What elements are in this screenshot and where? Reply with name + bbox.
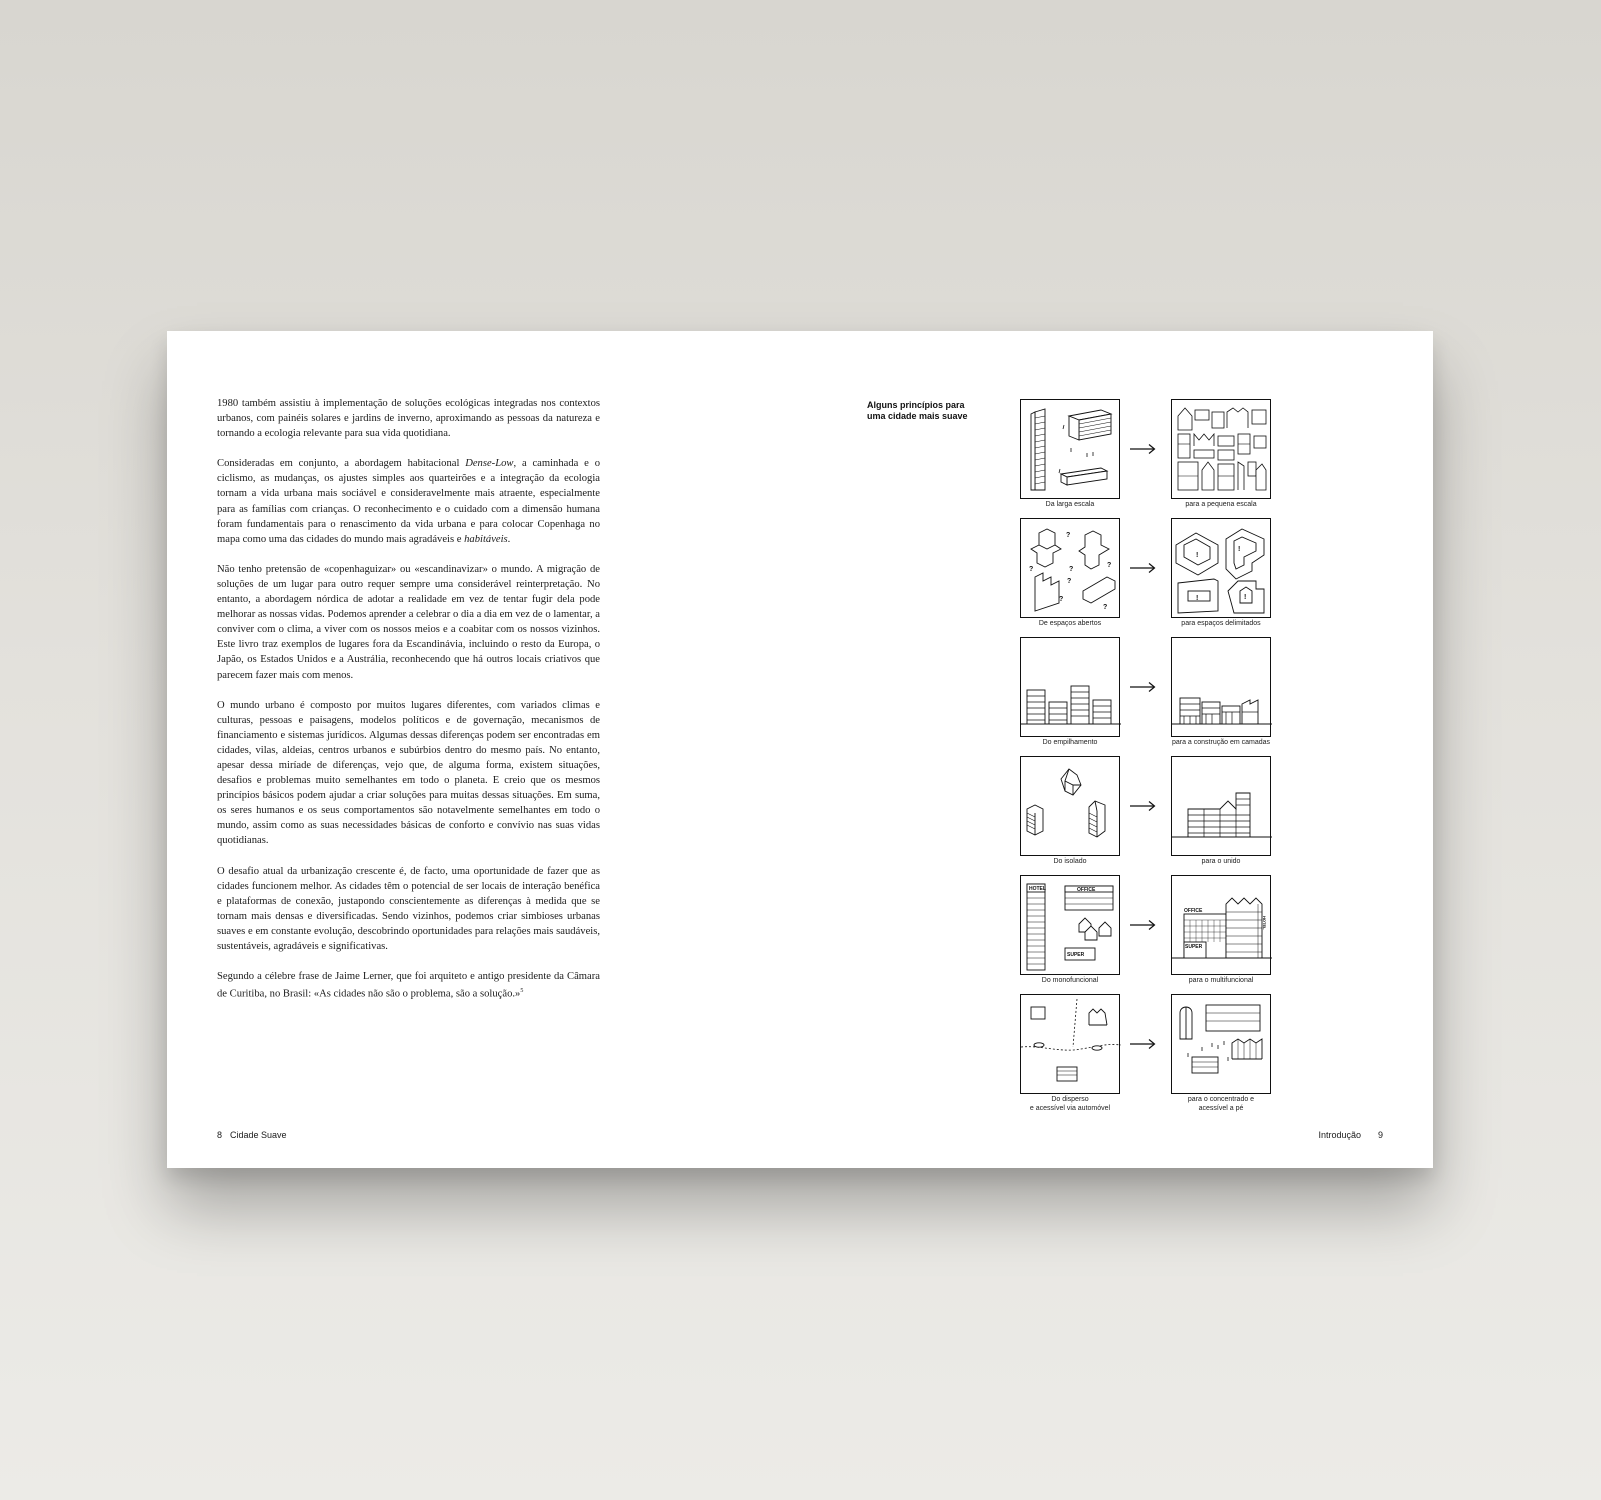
footer-right xyxy=(1318,1130,1383,1140)
diagram-open-spaces xyxy=(1020,518,1120,618)
caption-line: acessível a pé xyxy=(1198,1104,1244,1112)
body-text xyxy=(217,396,600,1017)
svg-text:HOTEL: HOTEL xyxy=(1029,886,1046,892)
svg-text:SUPER: SUPER xyxy=(1067,952,1085,958)
arrow-right-icon xyxy=(1128,443,1158,455)
page-number: 8 xyxy=(217,1130,223,1140)
diagram-united xyxy=(1171,756,1271,856)
figure-title-line: uma cidade mais suave xyxy=(867,411,968,421)
caption: De espaços abertos xyxy=(1038,620,1102,627)
svg-text:OFFICE: OFFICE xyxy=(1184,908,1203,914)
svg-text:!: ! xyxy=(1238,546,1241,553)
diagram-large-scale xyxy=(1020,399,1120,499)
diagram-dispersed xyxy=(1020,994,1120,1094)
running-title: Introdução xyxy=(1318,1130,1361,1140)
diagram-multifunctional xyxy=(1171,875,1271,975)
caption: Do empilhamento xyxy=(1042,739,1098,746)
caption: para espaços delimitados xyxy=(1181,620,1261,627)
svg-text:?: ? xyxy=(1107,562,1112,569)
svg-text:?: ? xyxy=(1066,532,1071,539)
italic-term: Dense-Low xyxy=(465,458,514,470)
diagram-enclosed-spaces xyxy=(1171,518,1271,618)
figure-title xyxy=(867,400,1007,422)
caption: para o unido xyxy=(1201,858,1241,865)
caption-line: para o concentrado e xyxy=(1187,1096,1255,1103)
figure-title-line: Alguns princípios para xyxy=(867,400,965,410)
caption: Da larga escala xyxy=(1045,501,1095,508)
paragraph: 1980 também assistiu à implementação de soluções ecológicas integradas nos contextos urbanos, com painéis solares e jardins de inverno, aproximando as pessoas da natureza e tornando a ecologia relevante para sua vida quotidiana. xyxy=(217,398,600,440)
running-title: Cidade Suave xyxy=(230,1130,287,1140)
caption-line: Do disperso xyxy=(1051,1096,1089,1103)
svg-text:SUPER: SUPER xyxy=(1185,944,1203,950)
svg-text:!: ! xyxy=(1196,595,1199,602)
caption: para a construção em camadas xyxy=(1171,739,1271,746)
italic-term: habitáveis xyxy=(464,533,508,545)
caption xyxy=(1000,1096,1140,1113)
paragraph: Consideradas em conjunto, a abordagem habitacional Dense-Low, a caminhada e o ciclismo, as mudanças, os ajustes simples aos quarteirões e a integração da ecologia tornam a vida urbana mais sociável e consideravelmente mais atraente, especialmente para as famílias com crianças. O reconhecimento e o cuidado com a dimensão humana foram fundamentais para o renascimento da vida urbana e para colocar Copenhaga no mapa como uma das cidades do mundo mais agradáveis e habitáveis. xyxy=(217,458,600,545)
caption: para a pequena escala xyxy=(1185,501,1257,508)
diagram-isolated xyxy=(1020,756,1120,856)
diagram-layering xyxy=(1171,637,1271,737)
svg-text:?: ? xyxy=(1029,566,1034,573)
caption xyxy=(1151,1096,1291,1113)
svg-text:OFFICE: OFFICE xyxy=(1077,887,1096,893)
caption: para o multifuncional xyxy=(1188,977,1254,984)
caption-line: e acessível via automóvel xyxy=(1029,1104,1111,1112)
svg-text:!: ! xyxy=(1244,594,1247,601)
diagram-stacking xyxy=(1020,637,1120,737)
svg-text:?: ? xyxy=(1059,596,1064,603)
paragraph: Não tenho pretensão de «copenhaguizar» ou «escandinavizar» o mundo. A migração de soluções de um lugar para outro requer sempre uma considerável reinterpretação. No entanto, a abordagem nórdica de adotar a realidade em vez de tentar fugir dela pode melhorar as nossas vidas. Podemos aprender a celebrar o dia a dia em vez de o lamentar, a conviver com o clima, a viver com os nossos meios e a coabitar com os nossos vizinhos. Este livro traz exemplos de lugares fora da Escandinávia, incluindo o resto da Europa, o Japão, os Estados Unidos e a Austrália, reconhecendo que há outros locais criativos que parecem fazer mais com menos. xyxy=(217,563,600,681)
svg-text:?: ? xyxy=(1103,604,1108,611)
book-spread xyxy=(167,331,1433,1168)
footer-left xyxy=(217,1130,287,1140)
arrow-right-icon xyxy=(1128,919,1158,931)
diagram-monofunctional xyxy=(1020,875,1120,975)
svg-text:?: ? xyxy=(1069,566,1074,573)
arrow-right-icon xyxy=(1128,1038,1158,1050)
diagram-concentrated xyxy=(1171,994,1271,1094)
paragraph: O mundo urbano é composto por muitos lugares diferentes, com variados climas e culturas, pessoas e paisagens, modelos políticos e de governação, mecanismos de financiamento e sistemas jurídicos. Algumas dessas diferenças podem ser encontradas em cidades, vilas, aldeias, centros urbanos e subúrbios dentro do mesmo país. No entanto, apesar dessa miríade de diferenças, vejo que, de alguma forma, existem situações, desafios e problemas muito semelhantes em todo o planeta. E creio que os mesmos princípios básicos podem ajudar a criar soluções para muitas dessas situações. Em suma, os seres humanos e os seus comportamentos são notavelmente semelhantes em todo o mundo, assim como as suas necessidades básicas de conforto e convívio nas suas vidas quotidianas. xyxy=(217,699,600,847)
paragraph: Segundo a célebre frase de Jaime Lerner, que foi arquiteto e antigo presidente da Câmara de Curitiba, no Brasil: «As cidades não são o problema, são a solução.»$^5$ xyxy=(217,971,600,1000)
paragraph: O desafio atual da urbanização crescente é, de facto, uma oportunidade de fazer que as cidades funcionem melhor. As cidades têm o potencial de ser locais de interação benéfica e plataformas de conexão, justapondo conscientemente as diferenças à medida que se tornam mais densas e diversificadas. Sendo vizinhos, podemos criar simbioses urbanas suaves e em constante evolução, descobrindo oportunidades para relações mais saudáveis, sustentáveis, agradáveis e significativas. xyxy=(217,865,600,952)
page-number: 9 xyxy=(1377,1130,1383,1140)
svg-text:?: ? xyxy=(1067,578,1072,585)
svg-text:!: ! xyxy=(1196,552,1199,559)
svg-text:HOTEL: HOTEL xyxy=(1262,916,1267,930)
arrow-right-icon xyxy=(1128,562,1158,574)
arrow-right-icon xyxy=(1128,681,1158,693)
caption: Do monofuncional xyxy=(1041,977,1099,984)
footnote-ref: 5 xyxy=(520,988,524,995)
diagram-small-scale xyxy=(1171,399,1271,499)
caption: Do isolado xyxy=(1053,858,1087,865)
arrow-right-icon xyxy=(1128,800,1158,812)
